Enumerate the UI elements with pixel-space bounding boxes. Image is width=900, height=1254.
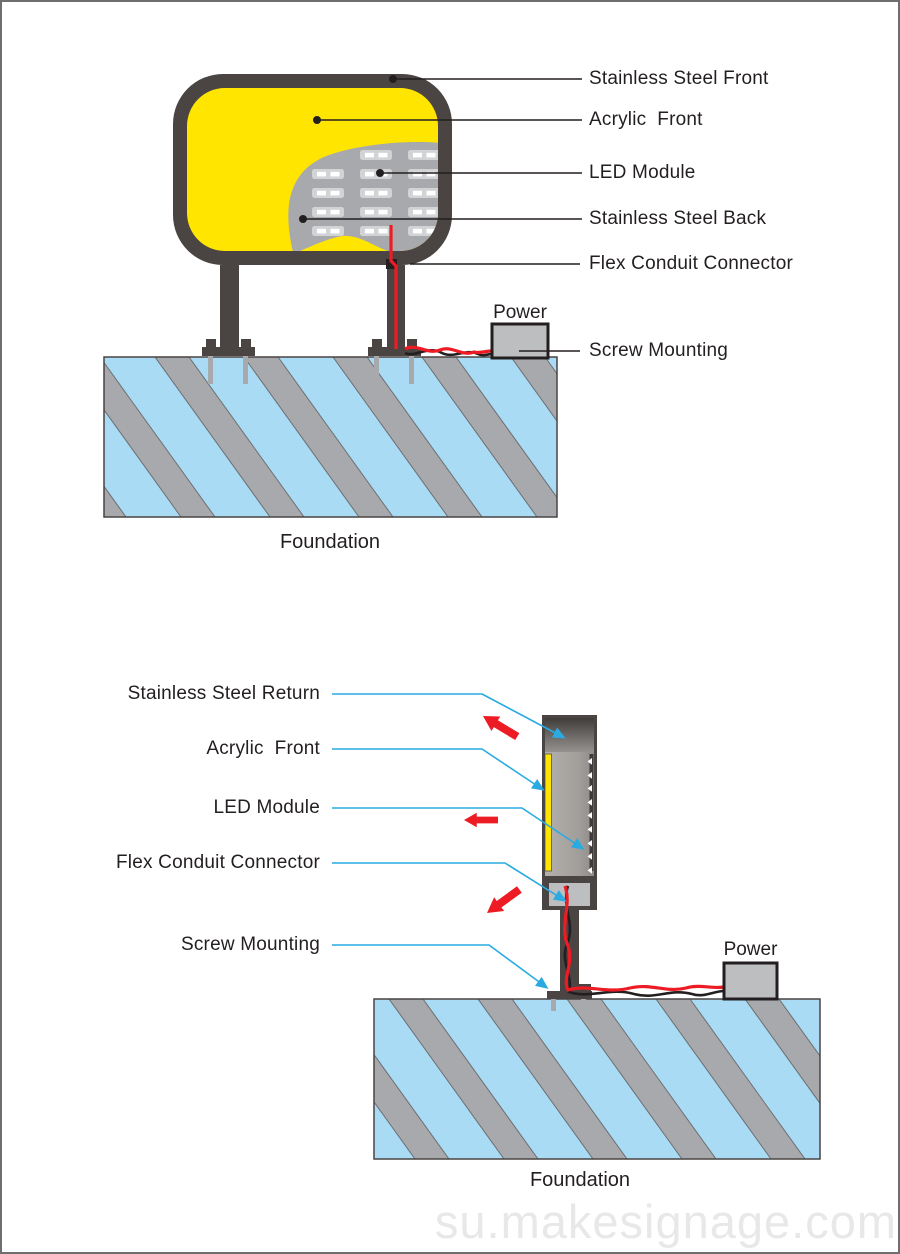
arrow-up-left-icon (479, 709, 522, 744)
label-led-module: LED Module (589, 162, 696, 183)
watermark: su.makesignage.com (434, 1195, 897, 1248)
arrow-left-icon (464, 813, 498, 827)
label-foundation-side: Foundation (529, 1169, 631, 1191)
side-direction-arrows (464, 709, 524, 920)
front-sign (173, 74, 452, 349)
label-flex-conduit-connector-side: Flex Conduit Connector (115, 852, 320, 873)
side-led-lamps (588, 758, 593, 874)
label-foundation-front: Foundation (279, 531, 381, 553)
side-sign (542, 715, 597, 910)
side-foundation (300, 999, 894, 1159)
front-posts (202, 265, 421, 356)
label-screw-mounting: Screw Mounting (589, 340, 729, 361)
label-led-module-side: LED Module (213, 797, 320, 818)
label-stainless-steel-return: Stainless Steel Return (127, 683, 320, 704)
front-view-diagram (2, 74, 660, 517)
side-power-box (724, 963, 777, 999)
side-acrylic-front-strip (545, 754, 552, 871)
front-foundation (2, 357, 660, 517)
label-power-side: Power (723, 939, 778, 960)
label-screw-mounting-side: Screw Mounting (180, 934, 320, 955)
label-acrylic-front: Acrylic Front (589, 109, 703, 130)
label-stainless-steel-front: Stainless Steel Front (589, 68, 769, 89)
label-stainless-steel-back: Stainless Steel Back (589, 208, 767, 229)
side-view-diagram (300, 694, 894, 1159)
diagram-canvas (2, 2, 900, 1254)
label-acrylic-front-side: Acrylic Front (206, 738, 320, 759)
front-power-box (492, 324, 548, 358)
label-flex-conduit-connector: Flex Conduit Connector (589, 253, 794, 274)
label-power-front: Power (493, 302, 547, 323)
arrow-down-left-icon (482, 883, 524, 920)
